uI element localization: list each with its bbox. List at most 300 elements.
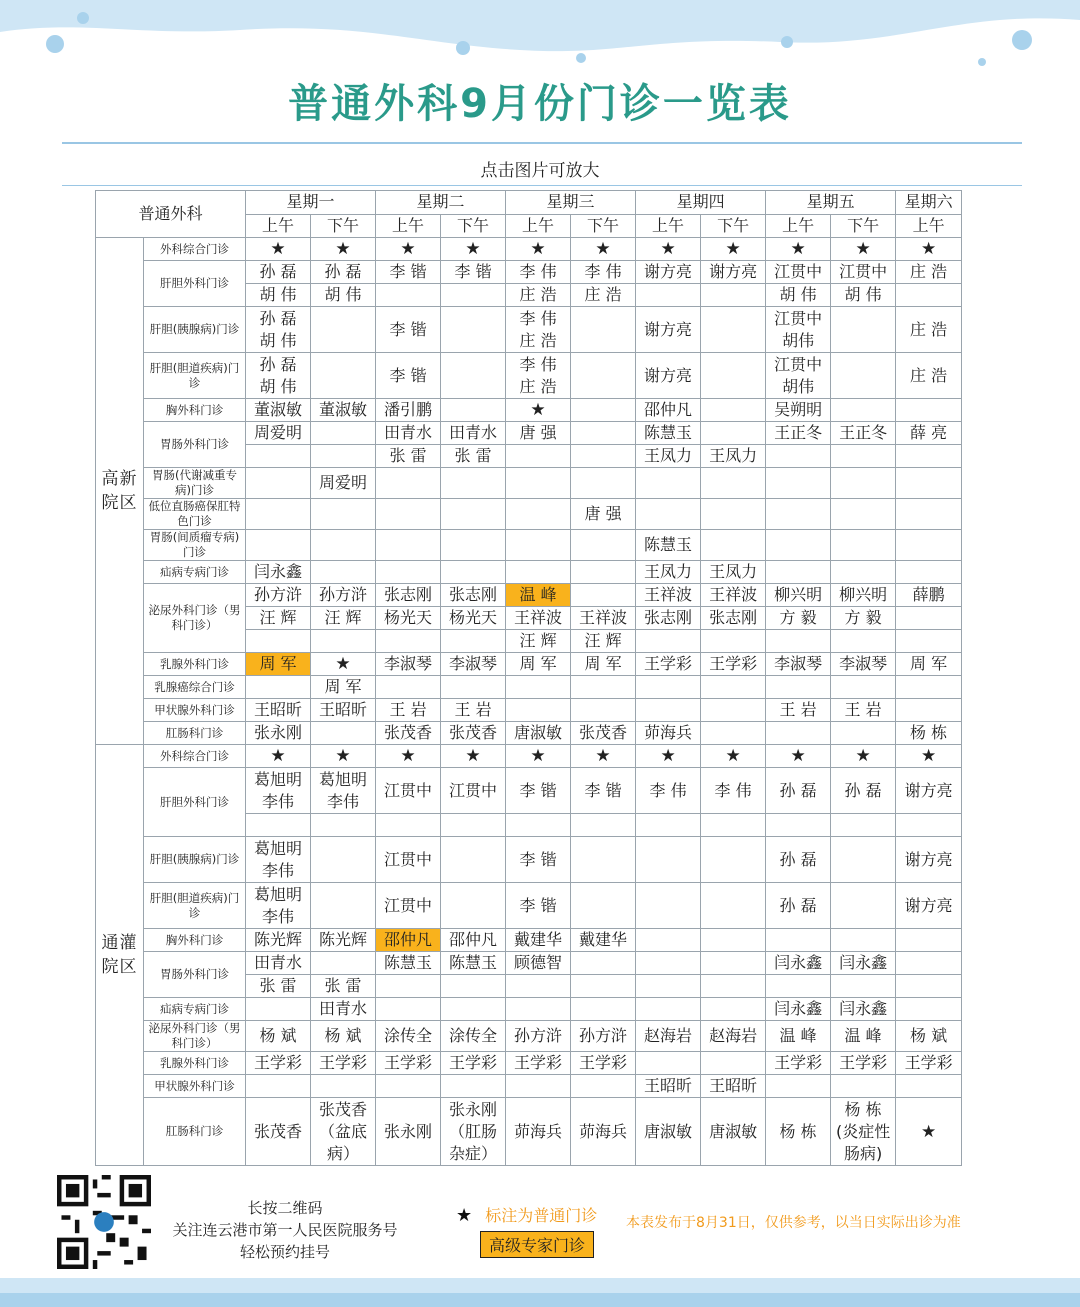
schedule-cell: 张永刚 (246, 722, 311, 745)
schedule-cell (441, 561, 506, 584)
schedule-cell: 张 雷 (246, 975, 311, 998)
schedule-cell (896, 699, 962, 722)
schedule-cell: 庄 浩 (896, 261, 962, 284)
schedule-cell (636, 468, 701, 499)
schedule-cell: 孙方浒 (506, 1021, 571, 1052)
schedule-cell (246, 445, 311, 468)
star-icon: ★ (831, 745, 896, 768)
qr-caption (150, 1197, 420, 1263)
schedule-cell: 李 锴 (506, 883, 571, 929)
schedule-cell: 杨 栋 (896, 722, 962, 745)
star-icon: ★ (441, 238, 506, 261)
dept-label: 胸外科门诊 (144, 399, 246, 422)
schedule-cell (701, 468, 766, 499)
schedule-cell (441, 307, 506, 353)
schedule-cell: 孙方浒 (246, 584, 311, 607)
schedule-cell: 孙 磊 (766, 883, 831, 929)
cell-line: 李伟 (262, 906, 295, 926)
dept-label: 乳腺外科门诊 (144, 653, 246, 676)
schedule-cell (701, 284, 766, 307)
schedule-cell (376, 998, 441, 1021)
schedule-cell: 王祥波 (571, 607, 636, 630)
star-icon: ★ (506, 238, 571, 261)
schedule-cell: 孙 磊 (766, 768, 831, 814)
am-header: 上午 (376, 214, 441, 238)
schedule-cell (571, 468, 636, 499)
schedule-cell: 张茂香 (441, 722, 506, 745)
cell-line: 杨 栋 (844, 1099, 882, 1119)
cell-line: 张茂香 (319, 1099, 368, 1119)
am-header: 上午 (896, 214, 962, 238)
schedule-cell (246, 499, 311, 530)
schedule-cell (766, 530, 831, 561)
schedule-cell: 张茂香 (376, 722, 441, 745)
schedule-cell: 孙 磊 (246, 261, 311, 284)
schedule-cell: 邵仲凡 (441, 929, 506, 952)
schedule-cell (571, 530, 636, 561)
schedule-cell: 胡 伟 (831, 284, 896, 307)
page-title: 普通外科9月份门诊一览表 (288, 81, 792, 127)
schedule-cell: 谢方亮 (896, 837, 962, 883)
schedule-cell (766, 561, 831, 584)
dept-label: 乳腺癌综合门诊 (144, 676, 246, 699)
table-row (96, 1021, 962, 1052)
schedule-cell: 闫永鑫 (831, 952, 896, 975)
schedule-cell: 张 雷 (376, 445, 441, 468)
schedule-cell (571, 952, 636, 975)
schedule-cell: 田青水 (311, 998, 376, 1021)
schedule-cell (571, 837, 636, 883)
schedule-cell (311, 837, 376, 883)
day-header: 星期五 (766, 191, 896, 215)
schedule-cell: 吴朔明 (766, 399, 831, 422)
schedule-cell (766, 630, 831, 653)
am-header: 上午 (636, 214, 701, 238)
cell-line: （盆底 (319, 1121, 368, 1141)
schedule-cell (896, 445, 962, 468)
schedule-cell: 李 锴 (376, 261, 441, 284)
dept-label: 肝胆(胆道疾病)门诊 (144, 883, 246, 929)
dept-label: 疝病专病门诊 (144, 561, 246, 584)
schedule-cell (636, 929, 701, 952)
cell-line: 张永刚 (449, 1099, 498, 1119)
schedule-cell: 李 锴 (571, 768, 636, 814)
header-row-days (96, 191, 962, 215)
schedule-cell: 谢方亮 (636, 307, 701, 353)
schedule-cell: 王学彩 (506, 1052, 571, 1075)
dept-label: 肛肠科门诊 (144, 1098, 246, 1166)
schedule-cell: 王 岩 (831, 699, 896, 722)
schedule-cell: 陈光辉 (246, 929, 311, 952)
cell-line: 孙 磊 (259, 354, 297, 374)
schedule-cell: 庄 浩 (896, 353, 962, 399)
schedule-cell: 温 峰 (831, 1021, 896, 1052)
schedule-cell (311, 307, 376, 353)
schedule-cell: 周 军 (311, 676, 376, 699)
schedule-cell: 江贯中 (376, 837, 441, 883)
schedule-cell: 孙方浒 (571, 1021, 636, 1052)
schedule-cell (506, 468, 571, 499)
star-icon: ★ (571, 238, 636, 261)
schedule-cell: 潘引鹏 (376, 399, 441, 422)
schedule-cell (701, 699, 766, 722)
pm-header: 下午 (571, 214, 636, 238)
star-icon: ★ (441, 745, 506, 768)
schedule-cell (766, 722, 831, 745)
star-icon: ★ (311, 238, 376, 261)
schedule-cell: 田青水 (246, 952, 311, 975)
schedule-cell: 庄 浩 (896, 307, 962, 353)
schedule-cell: 赵海岩 (636, 1021, 701, 1052)
schedule-cell (246, 630, 311, 653)
schedule-cell: 王学彩 (896, 1052, 962, 1075)
schedule-cell: 唐 强 (571, 499, 636, 530)
schedule-cell: 杨光天 (441, 607, 506, 630)
pm-header: 下午 (831, 214, 896, 238)
schedule-cell (506, 998, 571, 1021)
schedule-cell (246, 998, 311, 1021)
schedule-cell (311, 768, 376, 814)
schedule-cell (896, 399, 962, 422)
star-icon: ★ (766, 238, 831, 261)
table-row (96, 998, 962, 1021)
schedule-cell: 邵仲凡 (636, 399, 701, 422)
dept-label: 外科综合门诊 (144, 238, 246, 261)
schedule-cell (896, 630, 962, 653)
schedule-cell: 柳兴明 (766, 584, 831, 607)
pm-header: 下午 (441, 214, 506, 238)
schedule-cell: 谢方亮 (896, 768, 962, 814)
qr-caption-line: 轻松预约挂号 (239, 1243, 330, 1261)
schedule-cell: 汪 辉 (506, 630, 571, 653)
schedule-cell (766, 468, 831, 499)
schedule-cell (376, 530, 441, 561)
schedule-cell (441, 975, 506, 998)
schedule-cell (636, 699, 701, 722)
star-icon: ★ (636, 745, 701, 768)
schedule-cell (246, 307, 311, 353)
schedule-cell (701, 1052, 766, 1075)
schedule-cell (831, 353, 896, 399)
cell-line: 胡伟 (782, 330, 815, 350)
schedule-cell (766, 814, 831, 837)
dept-label: 肝胆(胰腺病)门诊 (144, 837, 246, 883)
cell-line: 葛旭明 (254, 838, 303, 858)
schedule-cell (831, 468, 896, 499)
schedule-cell (441, 814, 506, 837)
schedule-cell: 李 伟 (636, 768, 701, 814)
schedule-cell: 陈慧玉 (636, 422, 701, 445)
schedule-cell: 唐淑敏 (701, 1098, 766, 1166)
schedule-cell: 张永刚 (376, 1098, 441, 1166)
table-row (96, 307, 962, 353)
schedule-cell (896, 814, 962, 837)
schedule-cell: 闫永鑫 (766, 952, 831, 975)
pm-header: 下午 (311, 214, 376, 238)
schedule-cell: 柳兴明 (831, 584, 896, 607)
schedule-cell: 周爱明 (311, 468, 376, 499)
day-header: 星期六 (896, 191, 962, 215)
schedule-cell (701, 975, 766, 998)
schedule-cell: 王 岩 (376, 699, 441, 722)
schedule-cell: 李淑琴 (766, 653, 831, 676)
schedule-cell (701, 722, 766, 745)
schedule-cell: 王祥波 (701, 584, 766, 607)
schedule-cell: 陈慧玉 (441, 952, 506, 975)
table-row (96, 399, 962, 422)
schedule-cell (506, 445, 571, 468)
table-row (96, 530, 962, 561)
schedule-cell: 闫永鑫 (766, 998, 831, 1021)
schedule-cell (636, 1052, 701, 1075)
schedule-cell (246, 814, 311, 837)
star-icon: ★ (636, 238, 701, 261)
schedule-cell (701, 814, 766, 837)
schedule-cell: 周爱明 (246, 422, 311, 445)
table-row (96, 1075, 962, 1098)
schedule-cell (376, 975, 441, 998)
schedule-cell: 汪 辉 (571, 630, 636, 653)
schedule-cell: 王祥波 (636, 584, 701, 607)
schedule-cell: 周 军 (896, 653, 962, 676)
schedule-cell: 王凤力 (701, 445, 766, 468)
schedule-cell: 王学彩 (831, 1052, 896, 1075)
schedule-cell: 茆海兵 (571, 1098, 636, 1166)
schedule-cell: 张志刚 (441, 584, 506, 607)
schedule-cell (896, 952, 962, 975)
schedule-cell (246, 530, 311, 561)
schedule-cell: 胡 伟 (246, 284, 311, 307)
schedule-cell (571, 998, 636, 1021)
schedule-cell (311, 422, 376, 445)
schedule-cell: 汪 辉 (246, 607, 311, 630)
table-row (96, 353, 962, 399)
schedule-cell: 张志刚 (376, 584, 441, 607)
schedule-cell (831, 975, 896, 998)
cell-line: 葛旭明 (254, 884, 303, 904)
cell-line: （肛肠 (449, 1121, 498, 1141)
schedule-cell: 谢方亮 (636, 261, 701, 284)
schedule-cell: 王学彩 (311, 1052, 376, 1075)
schedule-cell (831, 929, 896, 952)
schedule-cell: 茆海兵 (636, 722, 701, 745)
schedule-cell: 唐淑敏 (636, 1098, 701, 1166)
schedule-cell: 李 锴 (376, 353, 441, 399)
schedule-cell (766, 353, 831, 399)
schedule-cell: 闫永鑫 (246, 561, 311, 584)
schedule-cell: 江贯中 (441, 768, 506, 814)
cell-line: 江贯中 (774, 308, 823, 328)
schedule-cell: 杨 斌 (896, 1021, 962, 1052)
cell-line: 胡 伟 (259, 376, 297, 396)
schedule-cell (831, 722, 896, 745)
top-wave-decoration (0, 0, 1080, 70)
schedule-cell: 顾德智 (506, 952, 571, 975)
schedule-cell (571, 584, 636, 607)
schedule-cell (701, 837, 766, 883)
schedule-cell: 孙方浒 (311, 584, 376, 607)
schedule-cell: 王昭昕 (311, 699, 376, 722)
table-row (96, 952, 962, 975)
schedule-cell: 方 毅 (831, 607, 896, 630)
schedule-cell (441, 883, 506, 929)
schedule-cell (571, 445, 636, 468)
schedule-cell: 李 锴 (506, 768, 571, 814)
star-icon: ★ (246, 238, 311, 261)
cell-line: 庄 浩 (519, 330, 557, 350)
dept-label: 甲状腺外科门诊 (144, 699, 246, 722)
cell-line: 胡 伟 (259, 330, 297, 350)
schedule-cell: 孙 磊 (766, 837, 831, 883)
schedule-cell (896, 1075, 962, 1098)
dept-label: 胃肠外科门诊 (144, 422, 246, 468)
schedule-cell: 王昭昕 (701, 1075, 766, 1098)
schedule-cell (636, 814, 701, 837)
schedule-cell: 涂传全 (376, 1021, 441, 1052)
schedule-cell (896, 499, 962, 530)
schedule-cell (831, 676, 896, 699)
qr-code-icon[interactable] (57, 1175, 151, 1269)
schedule-cell: 王昭昕 (246, 699, 311, 722)
schedule-cell: 薛 亮 (896, 422, 962, 445)
schedule-cell: 田青水 (376, 422, 441, 445)
schedule-cell: 李 锴 (506, 837, 571, 883)
bottom-band-dark (0, 1293, 1080, 1307)
schedule-cell (311, 630, 376, 653)
schedule-cell: 陈慧玉 (636, 530, 701, 561)
table-row (96, 238, 962, 261)
legend-regular-text: 标注为普通门诊 (485, 1206, 598, 1225)
zoom-hint[interactable]: 点击图片可放大 (480, 161, 600, 181)
schedule-cell (636, 952, 701, 975)
schedule-cell: 王学彩 (246, 1052, 311, 1075)
schedule-cell (896, 998, 962, 1021)
schedule-cell (311, 883, 376, 929)
table-row (96, 883, 962, 929)
schedule-cell (311, 530, 376, 561)
schedule-cell: 胡 伟 (766, 284, 831, 307)
dept-label: 乳腺外科门诊 (144, 1052, 246, 1075)
schedule-cell (896, 929, 962, 952)
schedule-cell (571, 676, 636, 699)
am-header: 上午 (246, 214, 311, 238)
schedule-cell: 李 伟 (506, 261, 571, 284)
dept-label: 肛肠科门诊 (144, 722, 246, 745)
schedule-cell: 庄 浩 (506, 284, 571, 307)
star-icon: ★ (456, 1205, 473, 1226)
schedule-cell (831, 883, 896, 929)
table-row (96, 499, 962, 530)
schedule-cell (701, 307, 766, 353)
schedule-cell (506, 814, 571, 837)
title-divider (62, 142, 1022, 144)
schedule-cell: 唐淑敏 (506, 722, 571, 745)
schedule-cell (701, 676, 766, 699)
schedule-cell (896, 975, 962, 998)
schedule-cell (701, 998, 766, 1021)
schedule-cell: 李淑琴 (831, 653, 896, 676)
schedule-cell (571, 307, 636, 353)
schedule-cell: 张志刚 (701, 607, 766, 630)
star-icon: ★ (896, 1098, 962, 1166)
schedule-cell (441, 284, 506, 307)
schedule-cell: 王学彩 (441, 1052, 506, 1075)
schedule-cell (701, 883, 766, 929)
schedule-cell: 王祥波 (506, 607, 571, 630)
schedule-cell (506, 499, 571, 530)
schedule-cell: 唐 强 (506, 422, 571, 445)
schedule-cell (571, 399, 636, 422)
schedule-cell (766, 307, 831, 353)
schedule-cell (311, 561, 376, 584)
schedule-cell: 杨 斌 (246, 1021, 311, 1052)
schedule-cell: 温 峰 (766, 1021, 831, 1052)
schedule-cell: 王昭昕 (636, 1075, 701, 1098)
cell-line: 李 伟 (519, 354, 557, 374)
schedule-cell: 杨 栋 (766, 1098, 831, 1166)
schedule-cell: 庄 浩 (571, 284, 636, 307)
schedule-cell (701, 353, 766, 399)
schedule-cell: 温 峰 (506, 584, 571, 607)
star-icon: ★ (506, 745, 571, 768)
dept-label: 泌尿外科门诊（男科门诊） (144, 1021, 246, 1052)
cell-line: 孙 磊 (259, 308, 297, 328)
schedule-cell (311, 353, 376, 399)
schedule-cell (246, 676, 311, 699)
schedule-cell (571, 1075, 636, 1098)
schedule-cell (896, 468, 962, 499)
publication-notice: 本表发布于8月31日，仅供参考，以当日实际出诊为准 (626, 1215, 961, 1231)
star-icon: ★ (701, 745, 766, 768)
schedule-cell (701, 399, 766, 422)
legend-regular-clinic (456, 1203, 597, 1226)
schedule-cell: 涂传全 (441, 1021, 506, 1052)
schedule-cell (831, 445, 896, 468)
schedule-cell: 王学彩 (571, 1052, 636, 1075)
schedule-cell: 江贯中 (766, 261, 831, 284)
schedule-cell: 李淑琴 (376, 653, 441, 676)
schedule-cell (246, 353, 311, 399)
schedule-cell: 王凤力 (636, 445, 701, 468)
schedule-cell (441, 998, 506, 1021)
schedule-cell (441, 676, 506, 699)
table-top-divider (62, 185, 1022, 186)
cell-line: 胡伟 (782, 376, 815, 396)
star-icon: ★ (766, 745, 831, 768)
schedule-cell: 李 锴 (441, 261, 506, 284)
schedule-cell: 王学彩 (376, 1052, 441, 1075)
schedule-cell (376, 284, 441, 307)
schedule-cell: 陈光辉 (311, 929, 376, 952)
schedule-cell (636, 998, 701, 1021)
schedule-cell: 周 军 (571, 653, 636, 676)
schedule-cell: 王 岩 (766, 699, 831, 722)
schedule-cell: 王凤力 (636, 561, 701, 584)
cell-line: 杂症） (449, 1143, 498, 1163)
schedule-cell: 茆海兵 (506, 1098, 571, 1166)
schedule-cell (636, 975, 701, 998)
schedule-cell (636, 883, 701, 929)
schedule-cell: 谢方亮 (701, 261, 766, 284)
schedule-cell (441, 837, 506, 883)
cell-line: 李伟 (262, 860, 295, 880)
star-icon: ★ (311, 745, 376, 768)
schedule-table (95, 190, 961, 1166)
schedule-cell (246, 837, 311, 883)
schedule-cell: 孙 磊 (311, 261, 376, 284)
dept-label: 胃肠外科门诊 (144, 952, 246, 998)
table-row (96, 422, 962, 445)
